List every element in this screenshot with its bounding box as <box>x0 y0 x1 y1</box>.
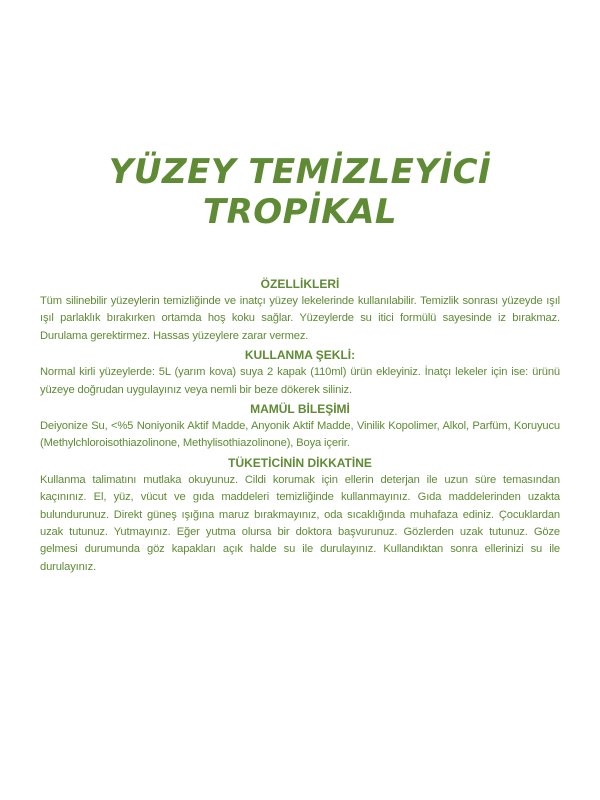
section-heading-usage: KULLANMA ŞEKLİ: <box>244 348 356 363</box>
product-title <box>0 152 600 232</box>
product-title-line-1: YÜZEY TEMİZLEYİCİ <box>108 152 492 192</box>
section-warnings <box>40 455 560 576</box>
section-features <box>40 276 560 345</box>
product-title-line-2: TROPİKAL <box>202 192 398 232</box>
section-usage <box>40 347 560 399</box>
section-body-composition: Deiyonize Su, <%5 Noniyonik Aktif Madde, Anyonik Aktif Madde, Vinilik Kopolimer, Alkol, Parfüm, Koruyucu (Methylchloroisothiazolinone, Methylisothiazolinone), Boya içerir. <box>40 420 560 450</box>
section-heading-composition: MAMÜL BİLEŞİMİ <box>250 402 350 417</box>
section-heading-features: ÖZELLİKLERİ <box>260 277 340 291</box>
section-body-features: Tüm silinebilir yüzeylerin temizliğinde ve inatçı yüzey lekelerinde kullanılabilir. Temizlik sonrası yüzeyde ışıl ışıl parlaklık bırakırken ortamda hoş koku sağlar. Yüzeylerde su itici formülü sayesinde iz bırakmaz. Durulama gerektirmez. Hassas yüzeylere zarar vermez. <box>40 295 560 342</box>
section-composition <box>40 401 560 453</box>
section-body-usage: Normal kirli yüzeylerde: 5L (yarım kova) suya 2 kapak (110ml) ürün ekleyiniz. İnatçı lekeler için ise: ürünü yüzeye doğrudan uygulayınız veya nemli bir beze dökerek siliniz. <box>40 366 560 396</box>
section-body-warnings: Kullanma talimatını mutlaka okuyunuz. Cildi korumak için ellerin deterjan ile uzun süre temasından kaçınınız. El, yüz, vücut ve gıda maddeleri temizliğinde kullanmayınız. Gıda maddelerinden uzakta bulundurunuz. Direkt güneş ışığına maruz bırakmayınız, oda sıcaklığında muhafaza ediniz. Çocuklardan uzak tutunuz. Yutmayınız. Eğer yutma olursa bir doktora başvurunuz. Gözlerden uzak tutunuz. Göze gelmesi durumunda göz kapakları açık halde su ile durulayınız. Kullandıktan sonra ellerinizi su ile durulayınız. <box>40 473 560 573</box>
label-content <box>40 276 560 578</box>
section-heading-warnings: TÜKETİCİNİN DİKKATİNE <box>228 455 372 470</box>
